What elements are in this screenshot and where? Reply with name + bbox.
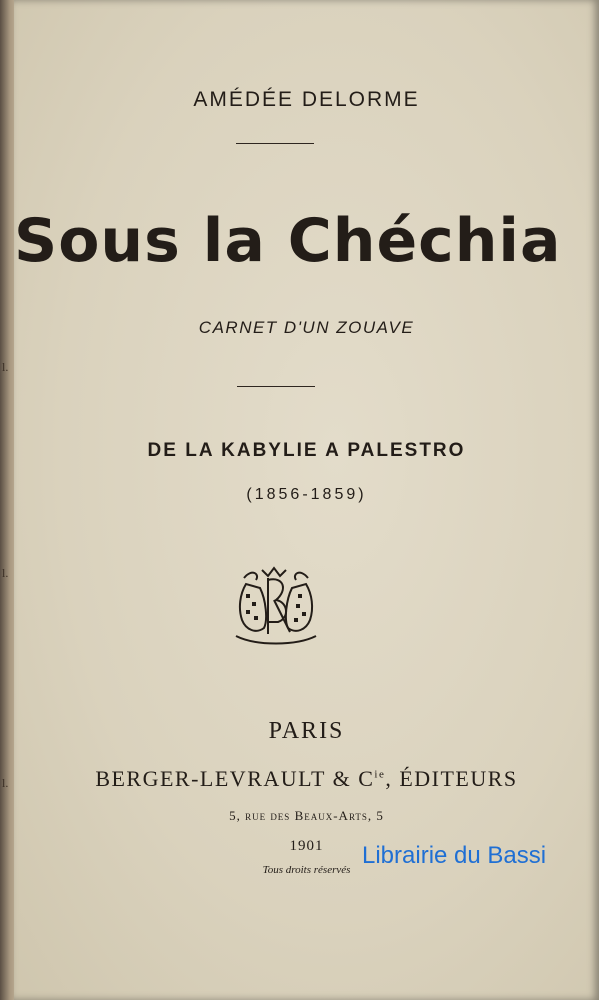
years-range: (1856-1859) <box>246 486 367 503</box>
publisher-superscript: ie <box>374 768 386 781</box>
divider <box>237 386 315 387</box>
bookseller-watermark: Librairie du Bassi <box>362 842 547 869</box>
publication-year: 1901 <box>289 838 324 854</box>
book-title: Sous la Chéchia <box>14 206 562 276</box>
margin-mark: l. <box>2 360 9 374</box>
publisher-name: BERGER-LEVRAULT & C <box>95 766 375 791</box>
imprint-city: PARIS <box>268 718 345 744</box>
subtitle: CARNET D'UN ZOUAVE <box>198 318 415 337</box>
margin-mark: l. <box>2 776 9 790</box>
publisher-role: , ÉDITEURS <box>385 766 518 791</box>
rights-notice: Tous droits réservés <box>262 864 351 876</box>
publisher-address: 5, rue des Beaux-Arts, 5 <box>229 808 384 823</box>
divider <box>236 143 314 144</box>
publisher-line <box>14 766 599 792</box>
author-name: AMÉDÉE DELORME <box>193 88 420 111</box>
monogram-crest-icon <box>226 564 326 648</box>
section-title: DE LA KABYLIE A PALESTRO <box>147 440 466 461</box>
margin-mark: l. <box>2 566 9 580</box>
